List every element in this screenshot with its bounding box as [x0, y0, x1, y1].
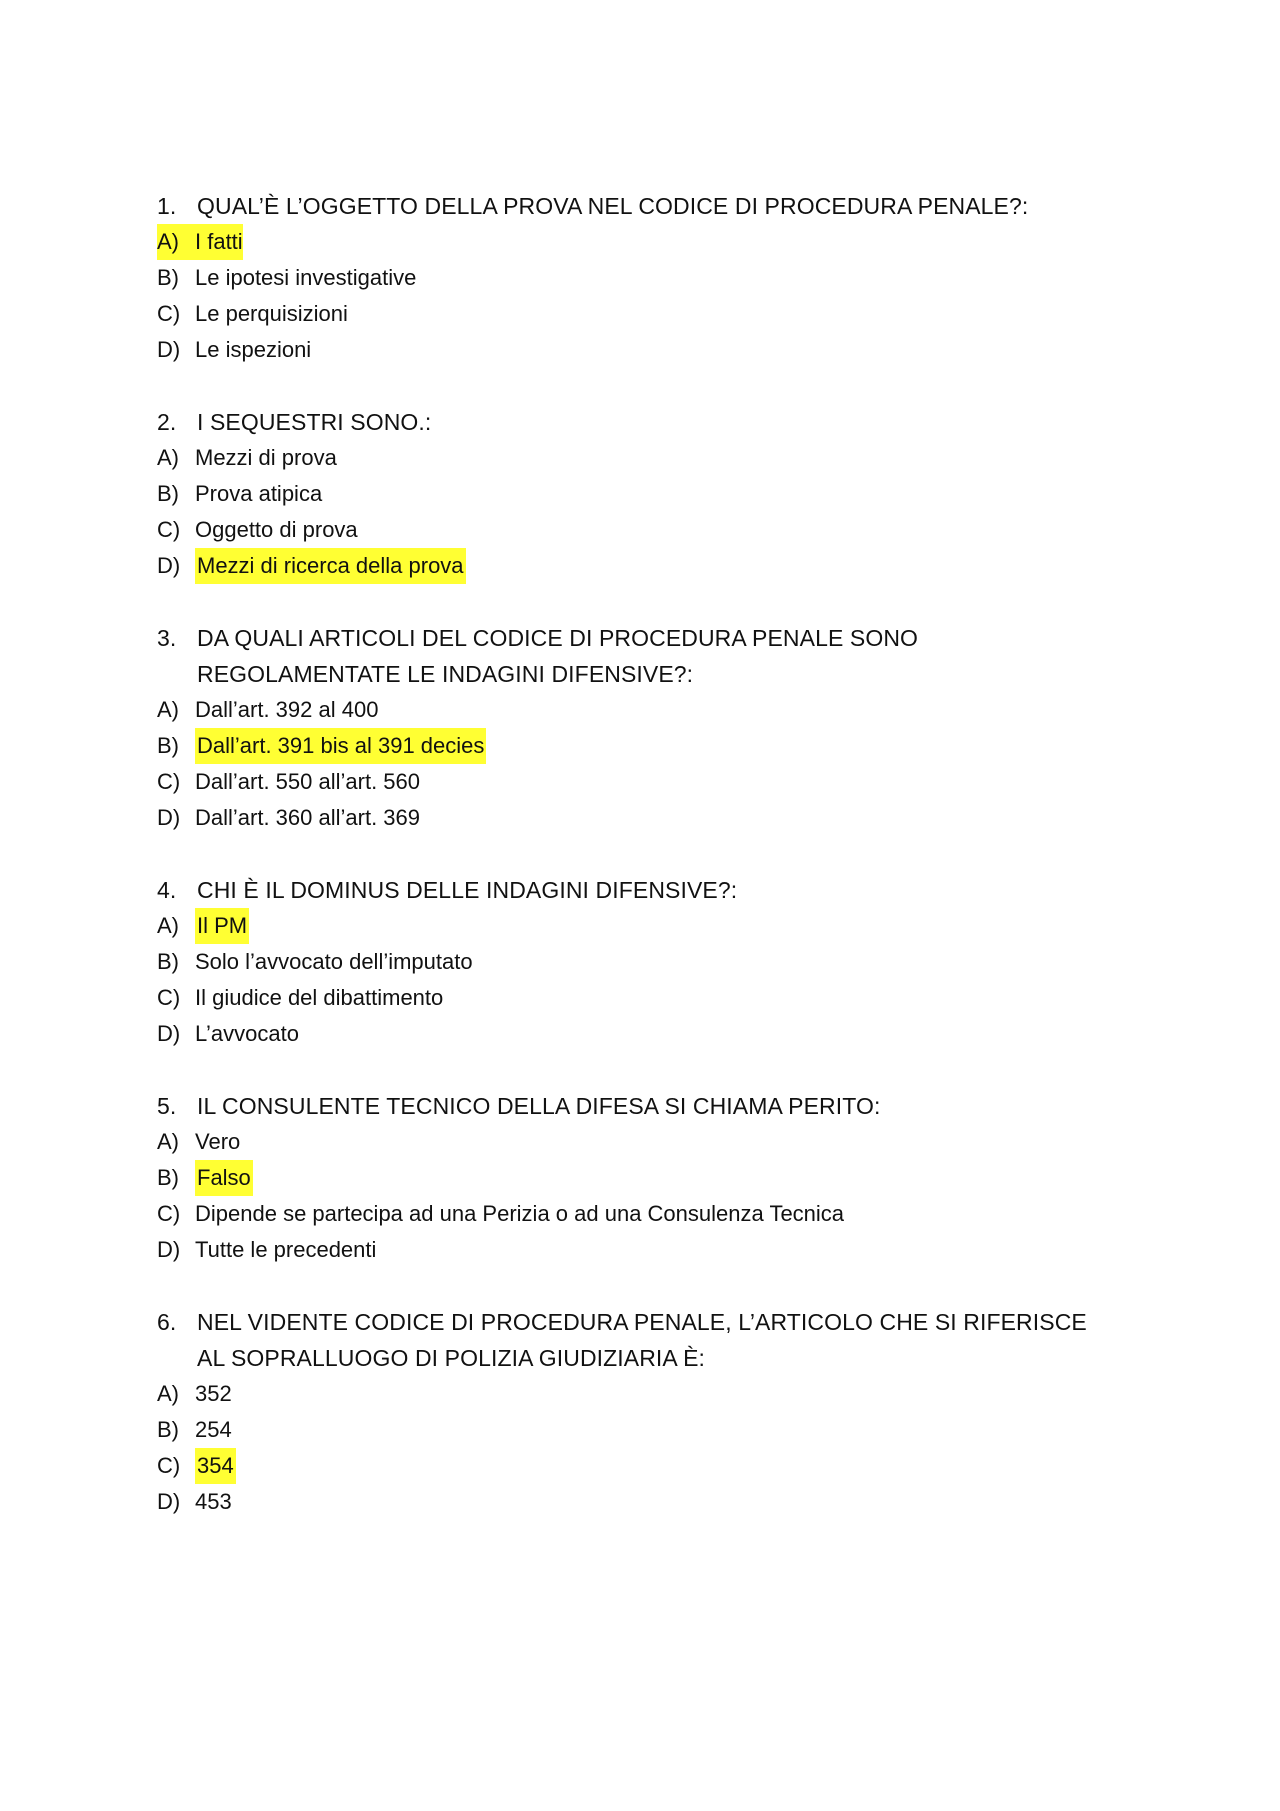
option-c [157, 764, 1200, 800]
option-letter: B) [157, 1165, 179, 1190]
option-letter: D) [157, 805, 181, 830]
question-number: 3. [157, 625, 177, 651]
options-list [157, 224, 1200, 368]
option-text-highlighted: Dall’art. 391 bis al 391 decies [195, 728, 486, 764]
question-1 [157, 188, 1200, 224]
option-a [157, 692, 1200, 728]
question-6 [157, 1304, 1200, 1376]
option-d [157, 800, 1200, 836]
option-letter: B) [157, 733, 179, 758]
question-text: CHI È IL DOMINUS DELLE INDAGINI DIFENSIVE?: [197, 877, 738, 903]
option-a-correct [157, 224, 1200, 260]
option-a-correct [157, 908, 1200, 944]
option-letter: C) [157, 1453, 181, 1478]
option-letter: D) [157, 1021, 181, 1046]
option-letter: D) [157, 1237, 181, 1262]
option-text: 453 [195, 1489, 232, 1514]
option-letter: C) [157, 301, 181, 326]
question-block-3 [157, 620, 1200, 836]
option-c-correct [157, 1448, 1200, 1484]
question-number: 5. [157, 1093, 177, 1119]
option-b [157, 944, 1200, 980]
question-5 [157, 1088, 1200, 1124]
option-text-highlighted: Mezzi di ricerca della prova [195, 548, 466, 584]
option-a [157, 1124, 1200, 1160]
option-d [157, 1484, 1200, 1520]
question-text: IL CONSULENTE TECNICO DELLA DIFESA SI CHIAMA PERITO: [197, 1093, 881, 1119]
option-text: I fatti [195, 224, 243, 260]
option-text: Dall’art. 392 al 400 [195, 697, 379, 722]
option-letter: B) [157, 1417, 179, 1442]
option-letter: A) [157, 445, 179, 470]
option-letter: A) [157, 913, 179, 938]
question-text: DA QUALI ARTICOLI DEL CODICE DI PROCEDURA PENALE SONO REGOLAMENTATE LE INDAGINI DIFENSIVE?: [197, 625, 919, 687]
option-letter: B) [157, 265, 179, 290]
option-text: Le ipotesi investigative [195, 265, 417, 290]
option-text: Solo l’avvocato dell’imputato [195, 949, 473, 974]
options-list [157, 692, 1200, 836]
option-text: Le ispezioni [195, 337, 312, 362]
option-text: Mezzi di prova [195, 445, 337, 470]
option-letter: C) [157, 517, 181, 542]
question-number: 6. [157, 1309, 177, 1335]
option-b [157, 1412, 1200, 1448]
option-letter: A) [157, 1129, 179, 1154]
option-text: Il giudice del dibattimento [195, 985, 444, 1010]
options-list [157, 908, 1200, 1052]
option-letter: D) [157, 1489, 181, 1514]
question-4 [157, 872, 1200, 908]
option-letter: B) [157, 481, 179, 506]
question-number: 2. [157, 409, 177, 435]
option-letter: A) [157, 697, 179, 722]
option-letter: A) [157, 224, 195, 260]
quiz [157, 188, 1200, 1556]
options-list [157, 1124, 1200, 1268]
question-number: 4. [157, 877, 177, 903]
question-block-4 [157, 872, 1200, 1052]
option-text: Vero [195, 1129, 241, 1154]
option-b [157, 260, 1200, 296]
option-c [157, 1196, 1200, 1232]
option-text: L’avvocato [195, 1021, 299, 1046]
option-d [157, 1232, 1200, 1268]
option-d [157, 1016, 1200, 1052]
option-letter: B) [157, 949, 179, 974]
option-text: Le perquisizioni [195, 301, 348, 326]
option-letter: C) [157, 769, 181, 794]
option-text: Oggetto di prova [195, 517, 358, 542]
option-c [157, 512, 1200, 548]
options-list [157, 440, 1200, 584]
option-a [157, 1376, 1200, 1412]
option-text: Tutte le precedenti [195, 1237, 377, 1262]
option-c [157, 296, 1200, 332]
option-text: 254 [195, 1417, 232, 1442]
option-letter: D) [157, 337, 181, 362]
option-c [157, 980, 1200, 1016]
option-text: Dall’art. 360 all’art. 369 [195, 805, 421, 830]
option-text-highlighted: 354 [195, 1448, 236, 1484]
question-3 [157, 620, 1200, 692]
question-text: QUAL’È L’OGGETTO DELLA PROVA NEL CODICE DI PROCEDURA PENALE?: [197, 193, 1029, 219]
option-text-highlighted: Falso [195, 1160, 253, 1196]
option-letter: D) [157, 553, 181, 578]
option-a [157, 440, 1200, 476]
option-text: Prova atipica [195, 481, 323, 506]
question-block-1 [157, 188, 1200, 368]
option-letter: C) [157, 1201, 181, 1226]
option-d-correct [157, 548, 1200, 584]
question-block-2 [157, 404, 1200, 584]
question-text: NEL VIDENTE CODICE DI PROCEDURA PENALE, L’ARTICOLO CHE SI RIFERISCE AL SOPRALLUOGO DI POLIZIA GIUDIZIARIA È: [197, 1309, 1087, 1371]
option-text-highlighted: Il PM [195, 908, 249, 944]
option-text: 352 [195, 1381, 232, 1406]
option-b [157, 476, 1200, 512]
question-text: I SEQUESTRI SONO.: [197, 409, 432, 435]
option-letter: C) [157, 985, 181, 1010]
option-text: Dipende se partecipa ad una Perizia o ad una Consulenza Tecnica [195, 1201, 845, 1226]
options-list [157, 1376, 1200, 1520]
question-2 [157, 404, 1200, 440]
option-letter: A) [157, 1381, 179, 1406]
option-b-correct [157, 1160, 1200, 1196]
option-text: Dall’art. 550 all’art. 560 [195, 769, 421, 794]
question-block-6 [157, 1304, 1200, 1520]
option-d [157, 332, 1200, 368]
question-number: 1. [157, 193, 177, 219]
question-block-5 [157, 1088, 1200, 1268]
option-b-correct [157, 728, 1200, 764]
